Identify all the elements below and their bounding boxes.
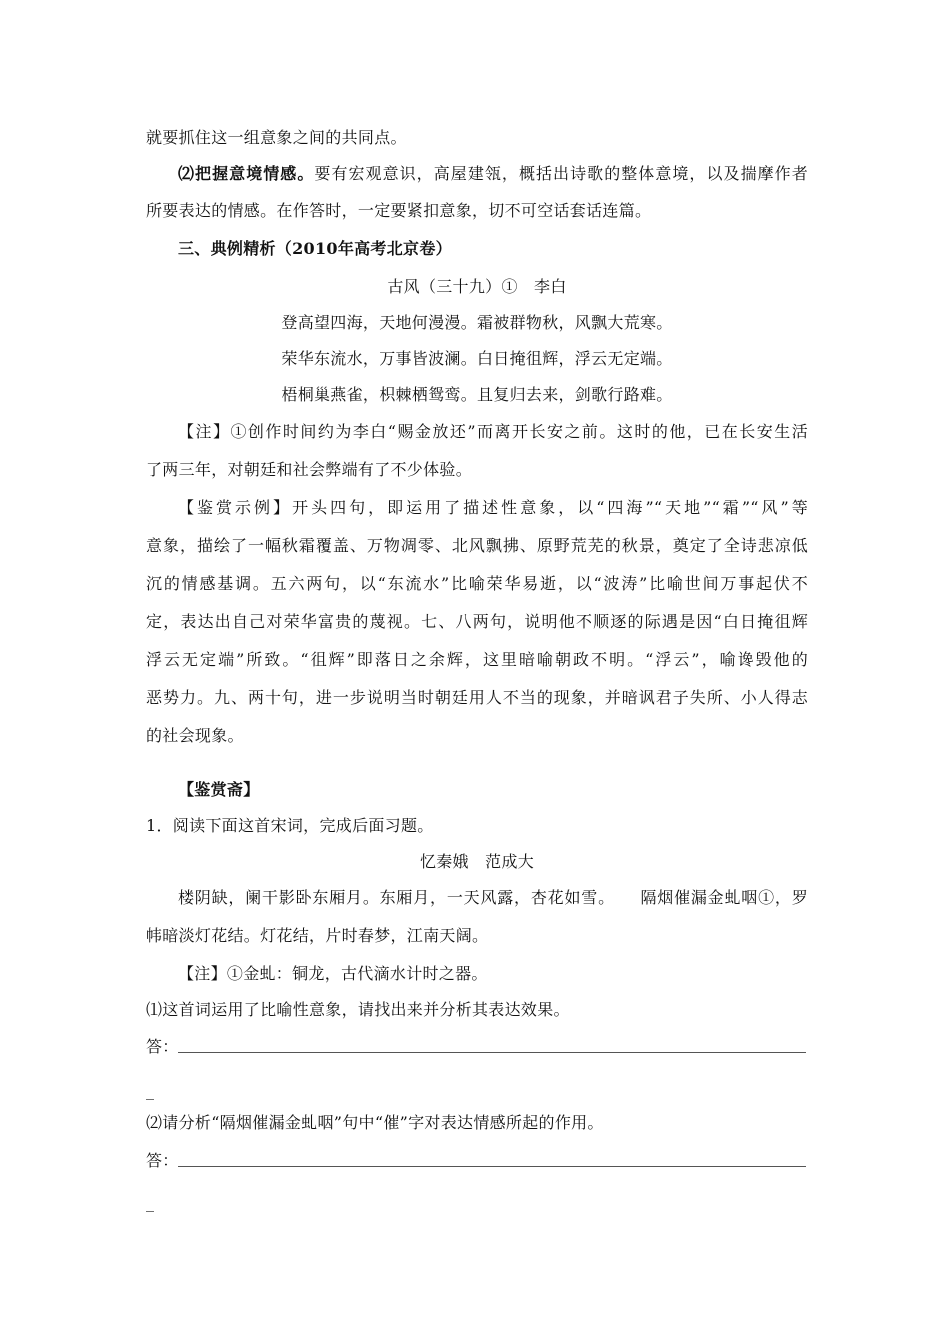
answer-label: 答： bbox=[146, 1151, 179, 1170]
poem-title: 忆秦娥 范成大 bbox=[419, 852, 535, 871]
section-heading: 【鉴赏斋】 bbox=[178, 780, 260, 799]
sub-question: ⑴这首词运用了比喻性意象，请找出来并分析其表达效果。 bbox=[146, 1000, 570, 1019]
poem-line: 梧桐巢燕雀，枳棘栖鸳鸾。且复归去来，剑歌行路难。 bbox=[281, 385, 673, 404]
text-line: 就要抓住这一组意象之间的共同点。 bbox=[146, 128, 407, 147]
example-line: 的社会现象。 bbox=[146, 726, 244, 745]
section-heading: 三、典例精析（2010年高考北京卷） bbox=[178, 239, 452, 258]
dash-mark: _ bbox=[146, 1193, 154, 1212]
example-line: 定，表达出自己对荣华富贵的蔑视。七、八两句，说明他不顺逐的际遇是因“白日掩徂辉 bbox=[146, 612, 808, 631]
note-line: 了两三年，对朝廷和社会弊端有了不少体验。 bbox=[146, 460, 473, 479]
example-line: 沉的情感基调。五六两句，以“东流水”比喻荣华易逝，以“波涛”比喻世间万事起伏不 bbox=[146, 574, 808, 593]
poem-title: 古风（三十九）① 李白 bbox=[387, 277, 567, 296]
answer-blank-1[interactable] bbox=[178, 1052, 806, 1053]
note-line: 【注】①创作时间约为李白“赐金放还”而离开长安之前。这时的他，已在长安生活 bbox=[178, 422, 808, 441]
example-line: 浮云无定端”所致。“徂辉”即落日之余辉，这里暗喻朝政不明。“浮云”，喻谗毁他的 bbox=[146, 650, 808, 669]
answer-blank-2[interactable] bbox=[178, 1166, 806, 1167]
answer-label: 答： bbox=[146, 1037, 179, 1056]
example-line: 意象，描绘了一幅秋霜覆盖、万物凋零、北风飘拂、原野荒芜的秋景，奠定了全诗悲凉低 bbox=[146, 536, 808, 555]
text-line: 所要表达的情感。在作答时，一定要紧扣意象，切不可空话套话连篇。 bbox=[146, 201, 652, 220]
note-line: 【注】①金虬：铜龙，古代滴水计时之器。 bbox=[178, 964, 488, 983]
poem-line: 荣华东流水，万事皆波澜。白日掩徂辉，浮云无定端。 bbox=[281, 349, 673, 368]
poem-line: 楼阴缺，阑干影卧东厢月。东厢月，一天风露，杏花如雪。 隔烟催漏金虬咽①，罗 bbox=[178, 888, 808, 907]
poem-line: 登高望四海，天地何漫漫。霜被群物秋，风飘大荒寒。 bbox=[281, 313, 673, 332]
poem-line: 帏暗淡灯花结。灯花结，片时春梦，江南天阔。 bbox=[146, 926, 489, 945]
bold-heading: ⑵把握意境情感。 bbox=[178, 164, 315, 183]
example-line: 恶势力。九、两十句，进一步说明当时朝廷用人不当的现象，并暗讽君子失所、小人得志 bbox=[146, 688, 808, 707]
question-line: 1．阅读下面这首宋词，完成后面习题。 bbox=[146, 816, 434, 835]
text-run: 要有宏观意识，高屋建瓴，概括出诗歌的整体意境，以及揣摩作者 bbox=[314, 164, 809, 183]
dash-mark: _ bbox=[146, 1081, 154, 1100]
sub-question: ⑵请分析“隔烟催漏金虬咽”句中“催”字对表达情感所起的作用。 bbox=[146, 1113, 604, 1132]
paragraph-point-2 bbox=[178, 163, 808, 185]
example-line: 【鉴赏示例】开头四句，即运用了描述性意象，以“四海”“天地”“霜”“风”等 bbox=[178, 498, 808, 517]
